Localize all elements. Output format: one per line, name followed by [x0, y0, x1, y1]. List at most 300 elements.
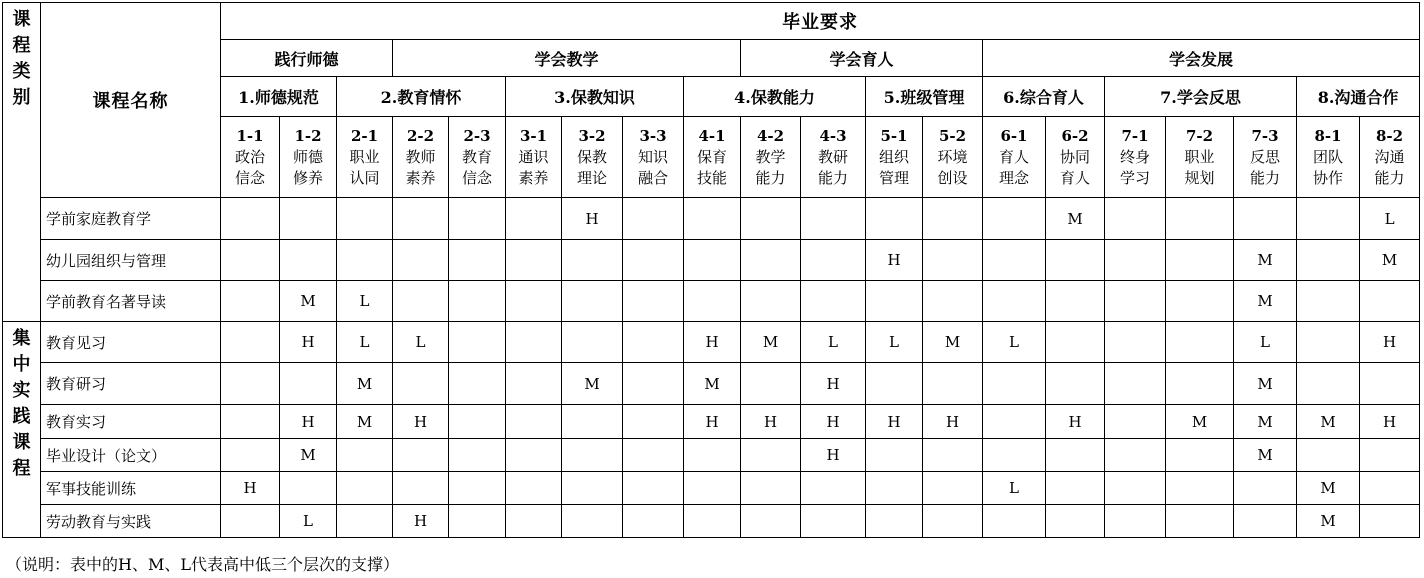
indicator-header [684, 117, 741, 198]
support-level-cell: M [923, 322, 983, 363]
table-row [3, 281, 1420, 322]
support-level-cell [623, 439, 684, 472]
support-level-cell [506, 439, 562, 472]
support-level-cell [337, 505, 393, 538]
support-level-cell [1105, 472, 1166, 505]
indicator-name: 管理 [878, 168, 909, 187]
support-level-cell [623, 240, 684, 281]
support-level-cell: H [801, 405, 866, 439]
support-level-cell [506, 472, 562, 505]
legend-note: （说明：表中的H、M、L代表高中低三个层次的支撑） [6, 555, 399, 574]
support-level-cell [280, 472, 337, 505]
support-level-cell: H [684, 405, 741, 439]
support-level-cell: M [684, 363, 741, 405]
group-header: 践行师德 [221, 40, 393, 77]
support-level-cell [393, 240, 449, 281]
indicator-name: 信念 [461, 168, 492, 187]
indicator-name: 保育 [696, 147, 727, 166]
support-level-cell [1234, 505, 1297, 538]
support-level-cell: L [983, 322, 1046, 363]
requirement-header: 2.教育情怀 [337, 77, 506, 117]
support-level-cell [1105, 281, 1166, 322]
indicator-name: 终身 [1119, 147, 1150, 166]
support-level-cell [449, 405, 506, 439]
indicator-header [337, 117, 393, 198]
support-level-cell [684, 439, 741, 472]
support-level-cell [449, 322, 506, 363]
support-level-cell [393, 439, 449, 472]
support-level-cell [393, 281, 449, 322]
support-level-cell [1046, 322, 1105, 363]
category-cell-practice [3, 322, 41, 538]
indicator-header [741, 117, 801, 198]
graduation-requirements-header: 毕业要求 [221, 3, 1420, 40]
indicator-name: 协同 [1059, 147, 1090, 166]
support-level-cell: M [1297, 472, 1360, 505]
support-level-cell [923, 281, 983, 322]
indicator-header [280, 117, 337, 198]
support-level-cell: M [562, 363, 623, 405]
indicator-header [866, 117, 923, 198]
indicator-header [1234, 117, 1297, 198]
support-level-cell [1166, 281, 1234, 322]
indicator-name: 教师 [405, 147, 436, 166]
support-level-cell [1105, 240, 1166, 281]
support-level-cell [221, 405, 280, 439]
support-level-cell: H [866, 240, 923, 281]
support-level-cell: H [280, 405, 337, 439]
support-level-cell [1297, 363, 1360, 405]
category-char: 践 [12, 406, 31, 427]
support-level-cell [741, 363, 801, 405]
support-level-cell: H [280, 322, 337, 363]
support-level-cell [1297, 439, 1360, 472]
indicator-code: 7-2 [1185, 126, 1214, 145]
support-level-cell [866, 505, 923, 538]
indicator-header [1297, 117, 1360, 198]
support-level-cell [1360, 472, 1420, 505]
support-level-cell: L [393, 322, 449, 363]
indicator-code: 8-2 [1376, 126, 1404, 145]
indicator-name: 保教 [576, 147, 607, 166]
indicator-name: 认同 [349, 168, 380, 187]
support-level-cell: L [280, 505, 337, 538]
support-level-cell: H [741, 405, 801, 439]
support-level-cell [1360, 439, 1420, 472]
support-level-cell [221, 505, 280, 538]
support-level-cell [801, 505, 866, 538]
support-level-cell [983, 240, 1046, 281]
indicator-code: 1-1 [236, 126, 264, 145]
support-level-cell [623, 281, 684, 322]
indicator-header [983, 117, 1046, 198]
support-level-cell [1166, 363, 1234, 405]
support-level-cell [506, 198, 562, 240]
indicator-code: 2-2 [406, 126, 435, 145]
support-level-cell [449, 472, 506, 505]
support-level-cell [983, 363, 1046, 405]
indicator-code: 7-1 [1121, 126, 1149, 145]
support-level-cell [506, 281, 562, 322]
indicator-code: 4-3 [819, 126, 847, 145]
support-level-cell: L [866, 322, 923, 363]
course-name-cell: 学前家庭教育学 [41, 198, 221, 240]
support-level-cell [741, 240, 801, 281]
support-level-cell [1166, 322, 1234, 363]
support-level-cell [280, 363, 337, 405]
support-level-cell: H [801, 439, 866, 472]
course-name-cell: 幼儿园组织与管理 [41, 240, 221, 281]
support-level-cell [1046, 240, 1105, 281]
support-level-cell [506, 405, 562, 439]
support-level-cell: M [1166, 405, 1234, 439]
indicator-name: 职业 [1184, 147, 1215, 166]
indicator-code: 3-1 [519, 126, 548, 145]
course-name-cell: 劳动教育与实践 [41, 505, 221, 538]
support-level-cell [801, 281, 866, 322]
indicator-header [393, 117, 449, 198]
support-level-cell [1105, 198, 1166, 240]
support-level-cell [983, 198, 1046, 240]
support-level-cell [221, 439, 280, 472]
support-level-cell: L [801, 322, 866, 363]
support-level-cell [923, 505, 983, 538]
support-level-cell: M [1234, 363, 1297, 405]
support-level-cell [221, 322, 280, 363]
support-level-cell [1046, 281, 1105, 322]
category-char: 程 [12, 458, 31, 479]
requirement-header: 3.保教知识 [506, 77, 684, 117]
indicator-name: 沟通 [1374, 147, 1405, 166]
indicator-header [1360, 117, 1420, 198]
support-matrix-table [2, 2, 1420, 538]
support-level-cell [923, 472, 983, 505]
support-level-cell [337, 439, 393, 472]
support-level-cell [1046, 505, 1105, 538]
table-row [3, 363, 1420, 405]
indicator-name: 素养 [518, 168, 549, 187]
indicator-name: 育人 [1059, 168, 1090, 187]
indicator-code: 3-2 [578, 126, 606, 145]
indicator-name: 学习 [1119, 168, 1150, 187]
indicator-name: 反思 [1249, 147, 1280, 166]
support-level-cell [923, 363, 983, 405]
indicator-header [506, 117, 562, 198]
support-level-cell [983, 281, 1046, 322]
table-row [3, 439, 1420, 472]
support-level-cell [506, 363, 562, 405]
category-char: 别 [12, 87, 31, 108]
table-row [3, 405, 1420, 439]
category-char: 集 [12, 328, 31, 349]
support-level-cell [741, 439, 801, 472]
support-level-cell: H [393, 405, 449, 439]
support-level-cell [866, 439, 923, 472]
indicator-code: 6-2 [1061, 126, 1089, 145]
support-level-cell [562, 472, 623, 505]
table-row [3, 240, 1420, 281]
category-char: 中 [12, 354, 31, 375]
indicator-header [1166, 117, 1234, 198]
support-level-cell [801, 472, 866, 505]
support-level-cell: M [1234, 405, 1297, 439]
group-header: 学会育人 [741, 40, 983, 77]
support-level-cell [562, 281, 623, 322]
course-name-cell: 教育见习 [41, 322, 221, 363]
indicator-code: 1-2 [294, 126, 322, 145]
support-level-cell: H [923, 405, 983, 439]
support-level-cell [562, 505, 623, 538]
course-name-cell: 军事技能训练 [41, 472, 221, 505]
indicator-name: 协作 [1312, 168, 1343, 187]
indicator-header [449, 117, 506, 198]
support-level-cell: L [983, 472, 1046, 505]
indicator-header [221, 117, 280, 198]
indicator-code: 3-3 [639, 126, 667, 145]
course-name-cell: 学前教育名著导读 [41, 281, 221, 322]
requirement-header: 5.班级管理 [866, 77, 983, 117]
support-level-cell [506, 505, 562, 538]
support-level-cell: M [741, 322, 801, 363]
support-level-cell [1046, 363, 1105, 405]
support-level-cell [562, 322, 623, 363]
indicator-code: 5-1 [880, 126, 908, 145]
indicator-name: 教学 [755, 147, 786, 166]
support-level-cell [1360, 363, 1420, 405]
indicator-name: 能力 [755, 168, 786, 187]
support-level-cell [983, 505, 1046, 538]
support-level-cell: M [280, 439, 337, 472]
support-level-cell [1234, 198, 1297, 240]
course-name-cell: 教育实习 [41, 405, 221, 439]
support-level-cell [866, 198, 923, 240]
indicator-name: 信念 [234, 168, 265, 187]
support-level-cell: H [1360, 322, 1420, 363]
indicator-name: 素养 [405, 168, 436, 187]
indicator-name: 理论 [576, 168, 607, 187]
support-level-cell: L [337, 281, 393, 322]
requirement-header: 6.综合育人 [983, 77, 1105, 117]
support-level-cell: L [1360, 198, 1420, 240]
indicator-name: 政治 [234, 147, 265, 166]
support-level-cell [801, 240, 866, 281]
category-char: 类 [12, 61, 31, 82]
support-level-cell [741, 505, 801, 538]
requirement-header: 4.保教能力 [684, 77, 866, 117]
support-level-cell: M [1234, 281, 1297, 322]
indicator-header [1046, 117, 1105, 198]
support-level-cell [1105, 322, 1166, 363]
support-level-cell [393, 472, 449, 505]
support-level-cell [221, 240, 280, 281]
support-level-cell [684, 472, 741, 505]
indicator-name: 能力 [817, 168, 848, 187]
support-level-cell [1166, 472, 1234, 505]
support-level-cell [684, 198, 741, 240]
support-level-cell: M [1046, 198, 1105, 240]
support-level-cell [1360, 505, 1420, 538]
indicator-name: 团队 [1312, 147, 1343, 166]
indicator-name: 师德 [292, 147, 323, 166]
support-level-cell: M [337, 363, 393, 405]
support-level-cell [1297, 240, 1360, 281]
indicator-name: 知识 [637, 147, 668, 166]
support-level-cell [1360, 281, 1420, 322]
support-level-cell [1105, 505, 1166, 538]
support-level-cell: H [1046, 405, 1105, 439]
support-level-cell: M [1297, 405, 1360, 439]
support-level-cell: H [393, 505, 449, 538]
support-level-cell [983, 405, 1046, 439]
indicator-code: 2-1 [350, 126, 379, 145]
support-level-cell [623, 198, 684, 240]
support-level-cell [1166, 240, 1234, 281]
support-level-cell [623, 405, 684, 439]
support-level-cell [449, 281, 506, 322]
support-level-cell [506, 240, 562, 281]
indicator-name: 创设 [937, 168, 968, 187]
indicator-code: 8-1 [1314, 126, 1342, 145]
support-level-cell [923, 240, 983, 281]
support-level-cell [1105, 405, 1166, 439]
support-level-cell [221, 198, 280, 240]
support-level-cell [1166, 439, 1234, 472]
support-level-cell [983, 439, 1046, 472]
indicator-name: 职业 [349, 147, 380, 166]
support-level-cell [280, 198, 337, 240]
category-cell-theory [3, 3, 41, 322]
indicator-name: 教研 [817, 147, 848, 166]
support-level-cell [866, 472, 923, 505]
support-level-cell: H [562, 198, 623, 240]
support-level-cell [449, 363, 506, 405]
support-level-cell: M [280, 281, 337, 322]
support-level-cell [623, 322, 684, 363]
support-level-cell: M [1234, 240, 1297, 281]
indicator-name: 教育 [461, 147, 492, 166]
support-level-cell [1166, 505, 1234, 538]
support-level-cell: M [1234, 439, 1297, 472]
indicator-name: 技能 [696, 168, 727, 187]
support-level-cell: H [684, 322, 741, 363]
support-level-cell [1297, 198, 1360, 240]
indicator-name: 融合 [637, 168, 668, 187]
support-level-cell [449, 240, 506, 281]
support-level-cell [684, 240, 741, 281]
indicator-header [923, 117, 983, 198]
support-level-cell [449, 505, 506, 538]
indicator-name: 理念 [998, 168, 1029, 187]
course-name-cell: 教育研习 [41, 363, 221, 405]
support-level-cell: M [1297, 505, 1360, 538]
group-header: 学会发展 [983, 40, 1420, 77]
support-level-cell [1234, 472, 1297, 505]
support-level-cell [1105, 363, 1166, 405]
support-level-cell [741, 281, 801, 322]
indicator-name: 组织 [878, 147, 909, 166]
support-level-cell [741, 198, 801, 240]
table-row [3, 472, 1420, 505]
support-level-cell [221, 281, 280, 322]
indicator-name: 规划 [1184, 168, 1215, 187]
support-level-cell [684, 505, 741, 538]
requirement-header: 8.沟通合作 [1297, 77, 1420, 117]
support-level-cell [741, 472, 801, 505]
support-level-cell [866, 363, 923, 405]
support-level-cell [562, 439, 623, 472]
support-level-cell [1166, 198, 1234, 240]
category-char: 课 [12, 9, 31, 30]
support-level-cell [449, 198, 506, 240]
support-level-cell: H [221, 472, 280, 505]
support-level-cell [1046, 439, 1105, 472]
support-level-cell [506, 322, 562, 363]
support-level-cell [623, 472, 684, 505]
indicator-header [801, 117, 866, 198]
table-row [3, 505, 1420, 538]
indicator-name: 通识 [518, 147, 549, 166]
support-level-cell [801, 198, 866, 240]
group-header: 学会教学 [393, 40, 741, 77]
indicator-header [1105, 117, 1166, 198]
requirement-header: 1.师德规范 [221, 77, 337, 117]
category-char: 程 [12, 35, 31, 56]
support-level-cell: H [1360, 405, 1420, 439]
support-level-cell [393, 198, 449, 240]
table-row [3, 198, 1420, 240]
indicator-code: 5-2 [938, 126, 967, 145]
support-level-cell [1105, 439, 1166, 472]
indicator-header [623, 117, 684, 198]
support-level-cell [623, 505, 684, 538]
support-level-cell [562, 405, 623, 439]
indicator-name: 能力 [1249, 168, 1280, 187]
support-level-cell [1046, 472, 1105, 505]
indicator-code: 7-3 [1251, 126, 1279, 145]
support-level-cell: L [337, 322, 393, 363]
indicator-header [562, 117, 623, 198]
support-level-cell [866, 281, 923, 322]
support-level-cell [221, 363, 280, 405]
support-level-cell [923, 198, 983, 240]
indicator-name: 能力 [1374, 168, 1405, 187]
support-level-cell [562, 240, 623, 281]
support-level-cell [393, 363, 449, 405]
requirement-header: 7.学会反思 [1105, 77, 1297, 117]
support-level-cell: H [801, 363, 866, 405]
support-level-cell: M [337, 405, 393, 439]
support-level-cell [280, 240, 337, 281]
support-level-cell [1297, 322, 1360, 363]
support-level-cell: M [1360, 240, 1420, 281]
support-level-cell [623, 363, 684, 405]
indicator-code: 6-1 [1000, 126, 1028, 145]
course-name-cell: 毕业设计（论文） [41, 439, 221, 472]
indicator-code: 4-1 [698, 126, 726, 145]
support-level-cell [1297, 281, 1360, 322]
support-level-cell [449, 439, 506, 472]
category-char: 实 [12, 380, 31, 401]
indicator-name: 环境 [937, 147, 968, 166]
support-level-cell [337, 240, 393, 281]
category-char: 课 [12, 432, 31, 453]
support-level-cell: L [1234, 322, 1297, 363]
support-level-cell [337, 472, 393, 505]
support-level-cell [337, 198, 393, 240]
support-level-cell [923, 439, 983, 472]
support-level-cell [684, 281, 741, 322]
indicator-name: 育人 [998, 147, 1029, 166]
